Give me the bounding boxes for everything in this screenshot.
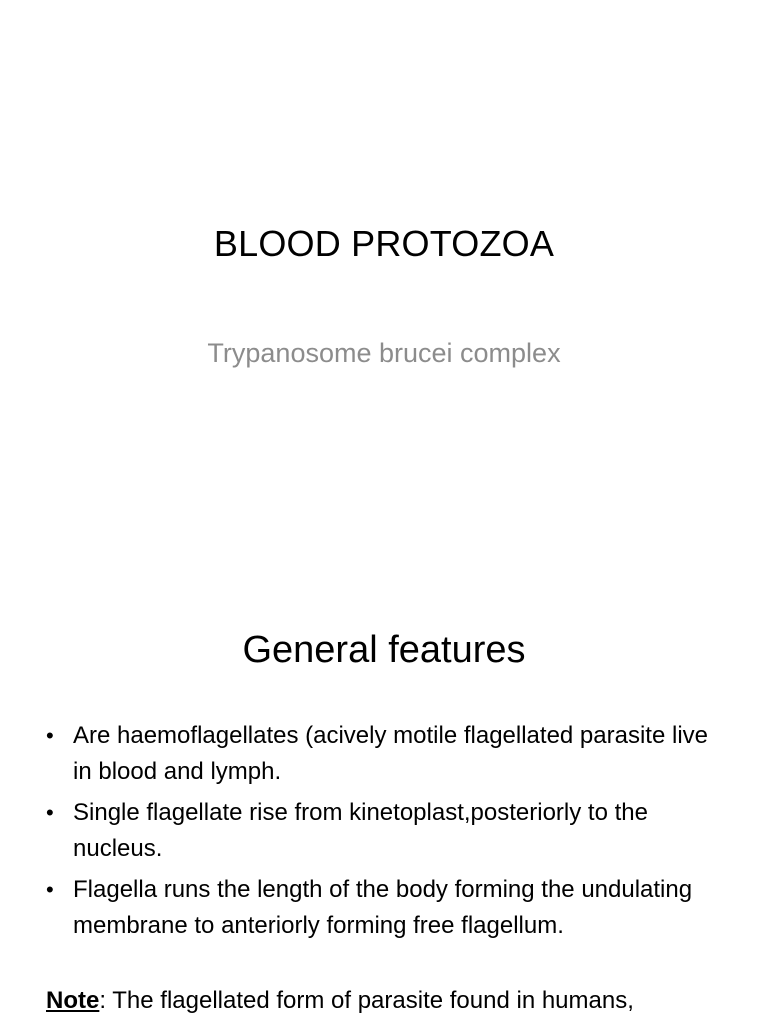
bullet-point-icon: • — [46, 800, 54, 825]
slide-title-heading: BLOOD PROTOZOA — [213, 223, 555, 264]
bullet-item — [46, 872, 726, 944]
note-label: Note — [46, 987, 100, 1014]
bullet-text: Are haemoflagellates (acively motile flagellated parasite live in blood and lymph. — [73, 722, 708, 785]
bullet-point-icon: • — [46, 877, 54, 902]
feature-bullet-list — [46, 718, 726, 949]
general-features-heading: General features — [242, 629, 526, 671]
bullet-item — [46, 718, 726, 790]
slide-general-features — [0, 576, 768, 1024]
bullet-text: Single flagellate rise from kinetoplast,posteriorly to the nucleus. — [73, 799, 648, 862]
bullet-item — [46, 795, 726, 867]
bullet-text: Flagella runs the length of the body forming the undulating membrane to anteriorly forming free flagellum. — [73, 876, 693, 939]
slide-subtitle: Trypanosome brucei complex — [207, 338, 561, 368]
bullet-point-icon: • — [46, 723, 54, 748]
note-text: : The flagellated form of parasite found in humans, — [99, 987, 634, 1014]
note-paragraph — [46, 983, 746, 1019]
